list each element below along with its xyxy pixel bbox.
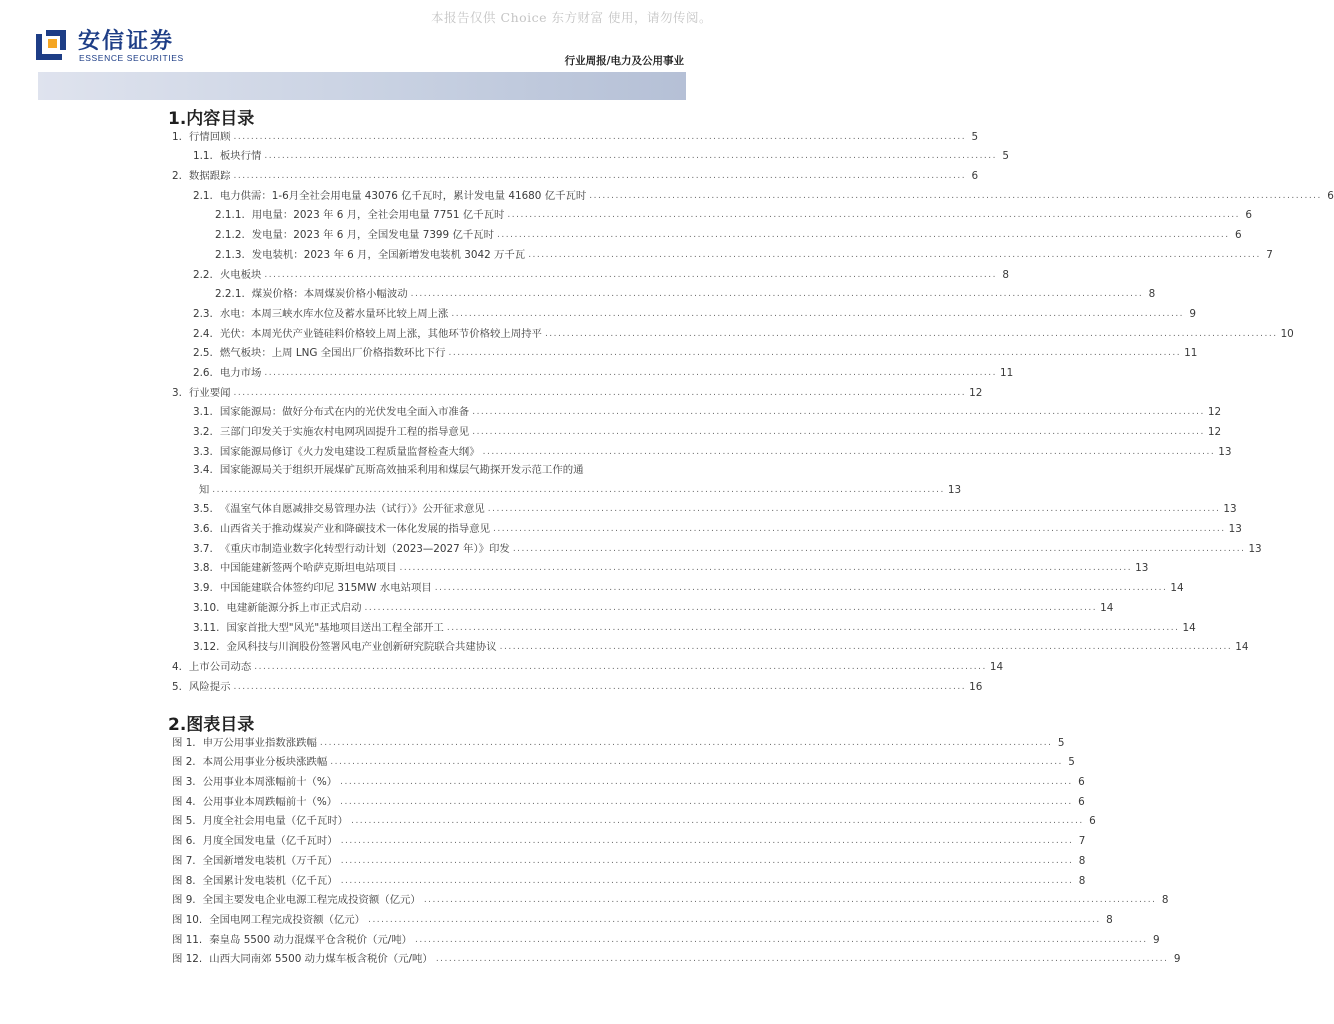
leader-dots	[493, 522, 1226, 536]
leader-dots	[411, 287, 1144, 301]
figure-number: 图 10.	[172, 913, 203, 926]
toc-page: 13	[947, 483, 962, 496]
toc-text: 国家能源局关于组织开展煤矿瓦斯高效抽采利用和煤层气勘探开发示范工作的通	[219, 463, 584, 476]
toc-text: 上市公司动态	[188, 660, 252, 673]
leader-dots	[399, 561, 1132, 575]
toc-text: 三部门印发关于实施农村电网巩固提升工程的指导意见	[219, 426, 470, 438]
leader-dots	[368, 913, 1101, 927]
figure-number: 图 11.	[172, 933, 203, 946]
toc-text: 电建新能源分拆上市正式启动	[226, 601, 362, 614]
figure-text: 申万公用事业指数涨跌幅	[202, 736, 317, 749]
toc-number: 2.1.3.	[215, 248, 245, 261]
leader-dots	[341, 874, 1074, 888]
toc-page: 14	[1170, 582, 1184, 595]
toc-text: 金风科技与川润股份签署风电产业创新研究院联合共建协议	[226, 641, 497, 654]
toc-entry[interactable]	[172, 380, 983, 400]
toc-number: 3.6.	[193, 523, 213, 536]
toc-page: 14	[1100, 601, 1114, 614]
figure-number: 图 4.	[172, 795, 196, 808]
figure-text: 全国新增发电装机（万千瓦）	[202, 854, 338, 867]
toc-number: 3.1.	[193, 406, 213, 419]
toc-text: 光伏：本周光伏产业链硅料价格较上周上涨，其他环节价格较上周持平	[219, 327, 542, 340]
logo-name: 安信证券	[78, 29, 175, 54]
leader-dots	[424, 893, 1157, 907]
toc-number: 2.3.	[193, 307, 213, 320]
toc-number: 3.12.	[193, 641, 220, 654]
toc-text: 山西省关于推动煤炭产业和降碳技术一体化发展的指导意见	[219, 523, 490, 536]
figure-number: 图 12.	[172, 953, 203, 966]
toc-entry[interactable]	[172, 321, 1294, 341]
leader-dots	[497, 228, 1230, 242]
logo-subtitle: ESSENCE SECURITIES	[79, 53, 184, 63]
toc-entry[interactable]	[172, 674, 983, 694]
leader-dots	[488, 502, 1221, 516]
leader-dots	[447, 621, 1180, 635]
toc-page: 12	[969, 386, 983, 399]
toc-page: 5	[1002, 150, 1010, 163]
toc-entry[interactable]	[172, 556, 1149, 576]
toc-text: 板块行情	[219, 150, 262, 163]
toc-entry[interactable]	[172, 615, 1196, 635]
figure-text: 山西大同南郊 5500 动力煤车板含税价（元/吨）	[209, 953, 433, 966]
toc-entry[interactable]	[172, 124, 979, 144]
toc-text: 国家能源局修订《火力发电建设工程质量监督检查大纲》	[219, 445, 480, 458]
leader-dots	[264, 149, 997, 163]
toc-number: 3.	[172, 386, 182, 399]
toc-entry[interactable]	[172, 635, 1249, 655]
figure-page: 8	[1161, 894, 1169, 907]
figure-page: 9	[1173, 953, 1181, 966]
toc-number: 2.1.	[193, 189, 213, 202]
leader-dots	[341, 854, 1074, 868]
toc-entry[interactable]	[172, 654, 1004, 674]
toc-entry[interactable]	[172, 439, 1232, 459]
toc-page: 7	[1266, 248, 1273, 261]
figure-entry[interactable]	[172, 888, 1169, 908]
toc-entry[interactable]	[172, 400, 1222, 420]
toc-text: 中国能建新签两个哈萨克斯坦电站项目	[219, 562, 397, 575]
leader-dots	[320, 736, 1053, 750]
leader-dots	[365, 601, 1098, 615]
toc-entry[interactable]	[172, 419, 1222, 439]
toc-text: 行情回顾	[188, 130, 231, 143]
toc-number: 3.7.	[193, 542, 213, 555]
figure-text: 公用事业本周跌幅前十（%）	[202, 795, 338, 808]
leader-dots	[483, 445, 1216, 459]
figure-page: 8	[1106, 913, 1113, 926]
leader-dots	[341, 834, 1074, 848]
leader-dots	[451, 307, 1184, 321]
leader-dots	[507, 208, 1240, 222]
figure-text: 月度全社会用电量（亿千瓦时）	[202, 815, 349, 828]
toc-page: 10	[1280, 327, 1294, 340]
toc-entry[interactable]	[172, 341, 1198, 361]
toc-number: 4.	[172, 660, 182, 673]
leader-dots	[233, 130, 966, 144]
leader-dots	[472, 405, 1205, 419]
toc-number: 3.3.	[193, 445, 213, 458]
toc-entry[interactable]	[172, 301, 1197, 321]
figure-text: 全国电网工程完成投资额（亿元）	[209, 913, 366, 926]
toc-text: 国家能源局：做好分布式在内的光伏发电全面入市准备	[219, 406, 470, 419]
toc-entry[interactable]	[172, 459, 962, 497]
toc-number: 3.4.	[193, 463, 213, 476]
toc-page: 16	[969, 680, 983, 693]
toc-entry[interactable]	[172, 183, 1334, 203]
toc-text: 行业要闻	[188, 386, 231, 399]
toc-page: 14	[1235, 641, 1249, 654]
toc-entry[interactable]	[172, 360, 1014, 380]
figure-number: 图 7.	[172, 854, 196, 867]
figure-entry[interactable]	[172, 947, 1181, 967]
leader-dots	[254, 660, 987, 674]
figure-page: 5	[1057, 736, 1065, 749]
figure-page: 6	[1078, 795, 1085, 808]
toc-entry[interactable]	[172, 222, 1242, 242]
figures-list	[172, 730, 1181, 966]
toc-page: 13	[1218, 445, 1232, 458]
figure-entry[interactable]	[172, 769, 1085, 789]
toc-text: 数据跟踪	[188, 170, 231, 183]
leader-dots	[528, 248, 1261, 262]
toc-page: 13	[1248, 542, 1262, 555]
toc-text: 《重庆市制造业数字化转型行动计划（2023—2027 年）》印发	[219, 542, 510, 555]
leader-dots	[436, 952, 1169, 966]
figure-page: 8	[1078, 874, 1086, 887]
leader-dots	[330, 755, 1063, 769]
toc-page: 5	[971, 130, 979, 143]
toc-text-line2: 知	[198, 483, 210, 496]
toc-number: 2.5.	[193, 347, 213, 360]
toc-number: 2.4.	[193, 327, 213, 340]
header-band	[38, 72, 686, 100]
leader-dots	[448, 346, 1181, 360]
toc-page: 14	[989, 660, 1004, 673]
toc-text: 风险提示	[188, 680, 231, 693]
figure-entry[interactable]	[172, 868, 1086, 888]
toc-text: 《温室气体自愿减排交易管理办法（试行）》公开征求意见	[219, 503, 485, 516]
leader-dots	[435, 581, 1168, 595]
toc-entry[interactable]	[172, 203, 1253, 223]
toc-number: 5.	[172, 680, 182, 693]
toc-entry[interactable]	[172, 516, 1242, 536]
toc-page: 8	[1148, 288, 1156, 301]
toc-page: 12	[1207, 426, 1222, 438]
toc-text: 发电量：2023 年 6 月，全国发电量 7399 亿千瓦时	[251, 229, 495, 242]
toc-text: 水电：本周三峡水库水位及蓄水量环比较上周上涨	[219, 307, 449, 320]
toc-title: 1.内容目录	[168, 109, 255, 129]
figure-entry[interactable]	[172, 750, 1075, 770]
toc-page: 11	[1184, 347, 1198, 360]
leader-dots	[513, 542, 1246, 556]
figure-text: 月度全国发电量（亿千瓦时）	[202, 835, 338, 848]
toc-page: 6	[1235, 229, 1242, 242]
figure-text: 本周公用事业分板块涨跌幅	[202, 756, 328, 769]
toc-page: 13	[1228, 523, 1242, 536]
leader-dots	[264, 268, 997, 282]
figure-page: 7	[1078, 835, 1086, 848]
leader-dots	[212, 483, 945, 497]
toc-number: 2.6.	[193, 366, 213, 379]
contents-list	[172, 124, 1334, 694]
toc-number: 1.1.	[193, 150, 213, 163]
toc-page: 13	[1223, 503, 1237, 516]
leader-dots	[500, 640, 1233, 654]
figures-title: 2.图表目录	[168, 715, 255, 735]
toc-number: 3.2.	[193, 426, 213, 438]
figure-text: 公用事业本周涨幅前十（%）	[202, 776, 338, 789]
figure-entry[interactable]	[172, 927, 1160, 947]
toc-page: 6	[1245, 209, 1253, 222]
toc-entry[interactable]	[172, 242, 1273, 262]
toc-number: 3.10.	[193, 601, 220, 614]
toc-page: 12	[1207, 406, 1222, 419]
figure-entry[interactable]	[172, 907, 1113, 927]
figure-page: 8	[1078, 854, 1086, 867]
toc-number: 2.1.1.	[215, 209, 245, 222]
leader-dots	[589, 189, 1322, 203]
figure-entry[interactable]	[172, 809, 1096, 829]
figure-page: 6	[1089, 815, 1096, 828]
figure-number: 图 3.	[172, 776, 196, 789]
figure-entry[interactable]	[172, 848, 1086, 868]
toc-text: 煤炭价格：本周煤炭价格小幅波动	[251, 288, 408, 301]
toc-text: 电力市场	[219, 366, 262, 379]
toc-entry[interactable]	[172, 282, 1156, 302]
toc-text: 中国能建联合体签约印尼 315MW 水电站项目	[219, 582, 432, 595]
toc-entry[interactable]	[172, 163, 979, 183]
logo-mark-icon	[32, 26, 70, 64]
figure-number: 图 1.	[172, 736, 196, 749]
leader-dots	[264, 366, 997, 380]
toc-text: 燃气板块：上周 LNG 全国出厂价格指数环比下行	[219, 347, 446, 360]
watermark-text: 本报告仅供 Choice 东方财富 使用，请勿传阅。	[431, 10, 712, 25]
toc-text: 发电装机：2023 年 6 月，全国新增发电装机 3042 万千瓦	[251, 248, 526, 261]
toc-page: 9	[1189, 307, 1197, 320]
figure-entry[interactable]	[172, 789, 1085, 809]
toc-text-continued	[199, 478, 961, 497]
figure-number: 图 9.	[172, 894, 196, 907]
toc-text: 电力供需：1-6月全社会用电量 43076 亿千瓦时，累计发电量 41680 亿千瓦时	[219, 189, 587, 202]
figure-number: 图 8.	[172, 874, 196, 887]
toc-number: 1.	[172, 130, 182, 143]
leader-dots	[415, 933, 1148, 947]
figure-page: 5	[1068, 756, 1075, 769]
toc-page: 11	[1000, 366, 1014, 379]
leader-dots	[545, 327, 1278, 341]
toc-number: 3.11.	[193, 621, 220, 634]
toc-entry[interactable]	[172, 595, 1114, 615]
toc-entry[interactable]	[172, 262, 1010, 282]
figure-entry[interactable]	[172, 730, 1065, 750]
figure-page: 9	[1153, 933, 1160, 946]
figure-number: 图 5.	[172, 815, 196, 828]
figure-text: 全国累计发电装机（亿千瓦）	[202, 874, 338, 887]
toc-number: 2.1.2.	[215, 229, 245, 242]
toc-number: 2.2.	[193, 268, 213, 281]
toc-text: 国家首批大型"风光"基地项目送出工程全部开工	[226, 621, 444, 634]
toc-page: 6	[1327, 189, 1334, 202]
figure-text: 秦皇岛 5500 动力混煤平仓含税价（元/吨）	[209, 933, 413, 946]
toc-entry[interactable]	[172, 536, 1262, 556]
toc-page: 6	[971, 170, 979, 183]
toc-text: 火电板块	[219, 268, 262, 281]
leader-dots	[351, 814, 1084, 828]
toc-text: 用电量：2023 年 6 月，全社会用电量 7751 亿千瓦时	[251, 209, 505, 222]
toc-number: 3.9.	[193, 582, 213, 595]
leader-dots	[340, 775, 1073, 789]
figure-page: 6	[1078, 776, 1085, 789]
figure-number: 图 2.	[172, 756, 196, 769]
toc-number: 3.5.	[193, 503, 213, 516]
toc-page: 8	[1002, 268, 1010, 281]
toc-page: 13	[1135, 562, 1149, 575]
leader-dots	[472, 425, 1205, 439]
figure-entry[interactable]	[172, 828, 1086, 848]
leader-dots	[340, 795, 1073, 809]
company-logo	[32, 20, 232, 64]
report-category: 行业周报/电力及公用事业	[564, 55, 684, 67]
figure-text: 全国主要发电企业电源工程完成投资额（亿元）	[202, 894, 421, 907]
toc-entry[interactable]	[172, 575, 1184, 595]
toc-page: 14	[1182, 621, 1196, 634]
leader-dots	[233, 680, 966, 694]
leader-dots	[233, 386, 966, 400]
toc-number: 2.	[172, 170, 182, 183]
toc-number: 2.2.1.	[215, 288, 245, 301]
toc-entry[interactable]	[172, 497, 1237, 517]
toc-number: 3.8.	[193, 562, 213, 575]
figure-number: 图 6.	[172, 835, 196, 848]
toc-entry[interactable]	[172, 144, 1010, 164]
leader-dots	[233, 169, 966, 183]
